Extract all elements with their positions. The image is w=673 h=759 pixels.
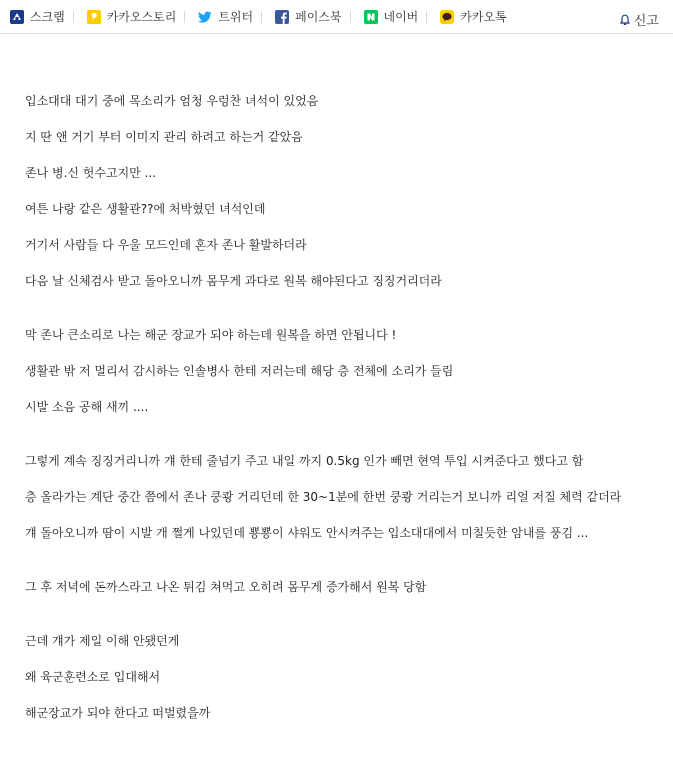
share-kakaostory-button[interactable]	[77, 9, 189, 25]
post-line: 그렇게 계속 징징거리니까 걔 한테 줄넘기 주고 내일 까지 0.5kg 인가 빼면 현역 투입 시켜준다고 했다고 함	[25, 454, 584, 468]
post-line: 다음 날 신체검사 받고 돌아오니까 몸무게 과다로 원복 해야된다고 징징거리더라	[25, 274, 442, 288]
post-body	[25, 92, 665, 722]
share-twitter-label: 트위터	[218, 10, 254, 24]
post-line: 걔 돌아오니까 땀이 시발 개 쩔게 나있던데 뿅뿅이 샤워도 안시켜주는 입소대대에서 미칠듯한 암내를 풍김 ...	[25, 526, 589, 540]
share-scrap-label: 스크랩	[30, 10, 65, 24]
share-naver-button[interactable]	[354, 9, 431, 25]
share-facebook-button[interactable]	[265, 9, 353, 25]
share-kakaostory-label: 카카오스토리	[106, 10, 177, 24]
post-line: 층 올라가는 계단 중간 쯤에서 존나 쿵쾅 거리던데 한 30~1분에 한번 쿵쾅 거리는거 보니까 리얼 저질 체력 같더라	[25, 490, 622, 504]
share-kakaotalk-button[interactable]	[430, 9, 518, 25]
post-line: 왜 육군훈련소로 입대해서	[25, 670, 161, 684]
post-line: 입소대대 대기 중에 목소리가 엄청 우렁찬 녀석이 있었음	[25, 94, 319, 108]
post-line: 해군장교가 되야 한다고 떠벌렸을까	[25, 706, 211, 720]
post-line: 막 존나 큰소리로 나는 해군 장교가 되야 하는데 원복을 하면 안됩니다 !	[25, 328, 397, 342]
naver-icon	[364, 10, 378, 24]
report-label: 신고	[633, 14, 659, 29]
kakaotalk-icon	[440, 10, 454, 24]
post-line: 존나 병.신 헛수고지만 ...	[25, 166, 157, 180]
kakaostory-icon	[87, 10, 101, 24]
share-naver-label: 네이버	[383, 10, 419, 24]
post-line: 거기서 사람들 다 우울 모드인데 혼자 존나 활발하더라	[25, 238, 307, 252]
scrap-icon	[10, 10, 24, 24]
share-scrap-button[interactable]	[0, 9, 77, 25]
post-line: 근데 걔가 제일 이해 안됐던게	[25, 634, 180, 648]
report-button[interactable]	[619, 10, 659, 29]
share-bar	[0, 0, 673, 34]
post-line: 여튼 나랑 같은 생활관??에 처박혔던 녀석인데	[25, 202, 266, 216]
post-line: 생활관 밖 저 멀리서 감시하는 인솔병사 한테 저러는데 해당 층 전체에 소리가 들림	[25, 364, 454, 378]
share-kakaotalk-label: 카카오톡	[460, 10, 507, 24]
post-line: 시발 소음 공해 새끼 ....	[25, 400, 149, 414]
share-links	[0, 0, 519, 34]
share-facebook-label: 페이스북	[295, 10, 342, 24]
facebook-icon	[275, 10, 289, 24]
share-twitter-button[interactable]	[188, 9, 265, 25]
twitter-icon	[198, 10, 212, 24]
post-line: 지 딴 앤 거기 부터 이미지 관리 하려고 하는거 같았음	[25, 130, 303, 144]
bell-icon	[619, 14, 631, 26]
post-line: 그 후 저녁에 돈까스라고 나온 튀김 쳐먹고 오히려 몸무게 증가해서 원복 당함	[25, 580, 427, 594]
